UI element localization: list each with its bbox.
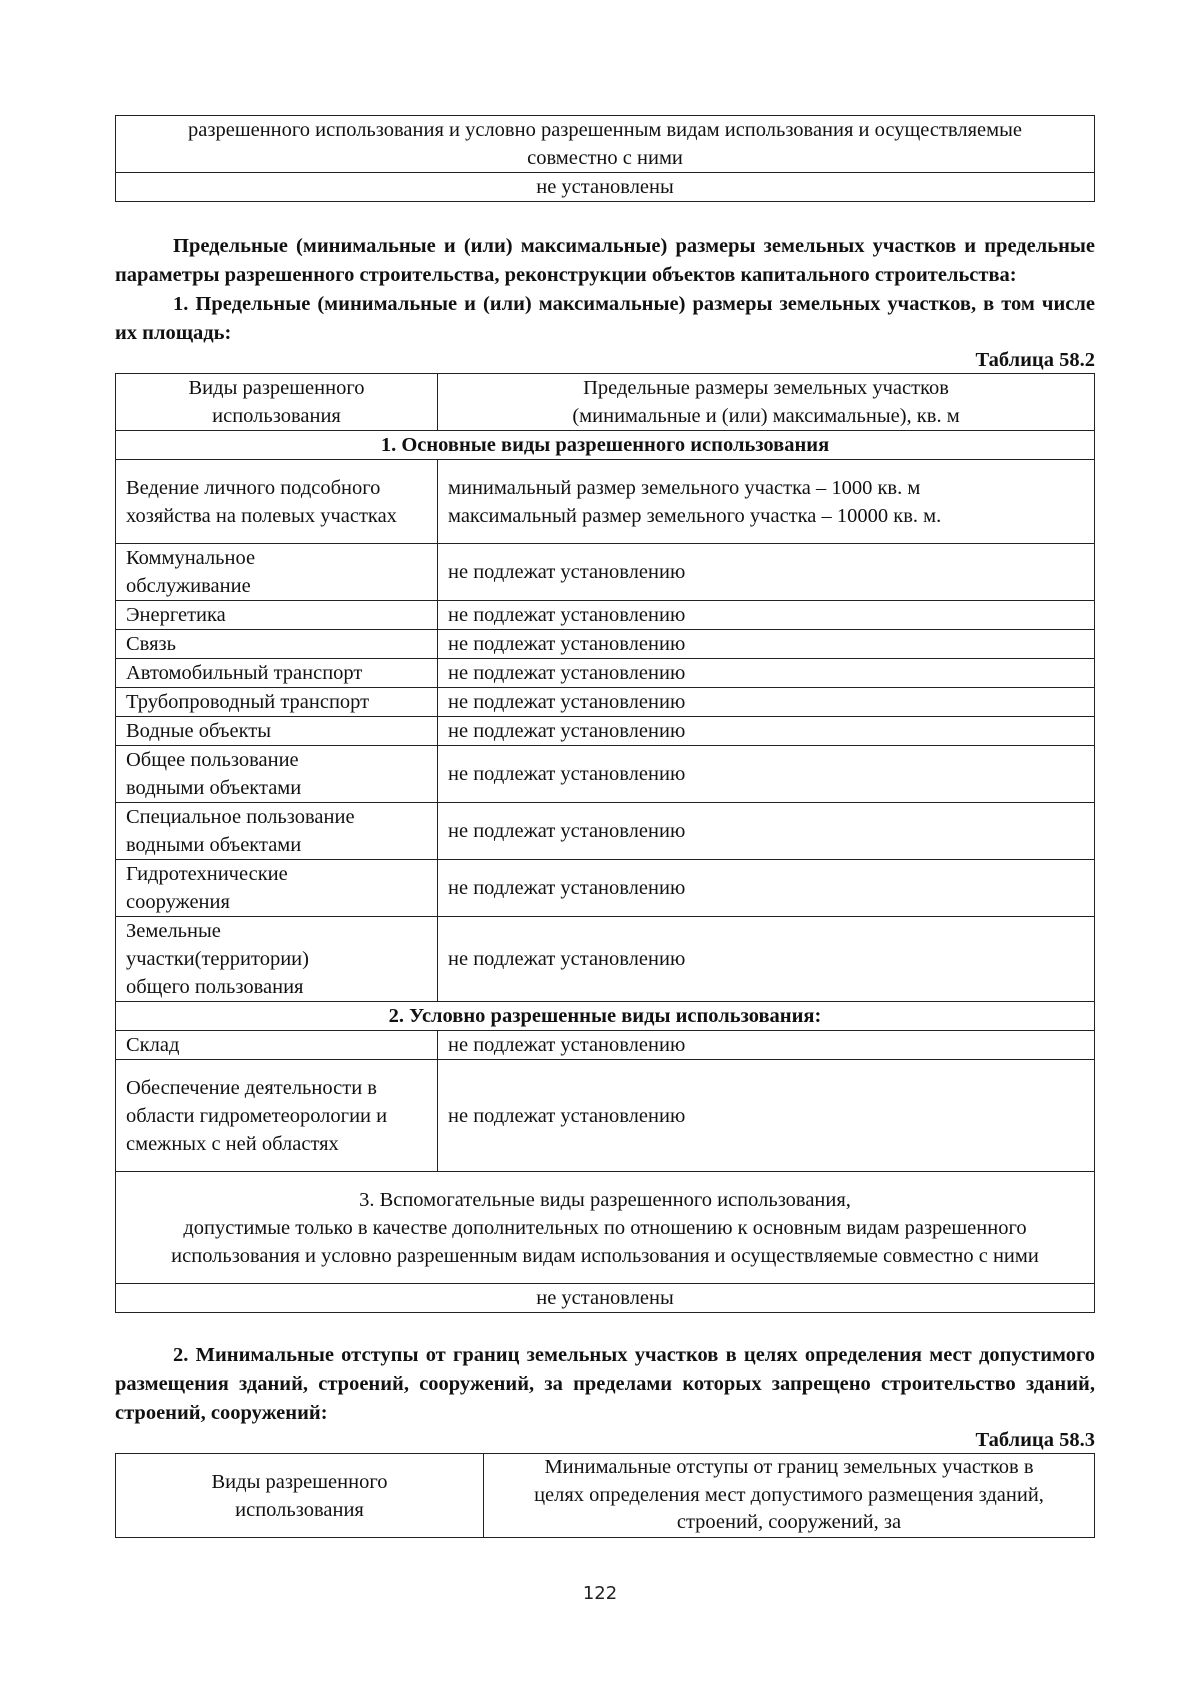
use-name-cell: Автомобильный транспорт	[116, 659, 438, 688]
section-heading: Предельные (минимальные и (или) максимальные) размеры земельных участков и предельные параметры разрешенного строительства, реконструкции объектов капитального строительства:	[115, 235, 1095, 286]
continued-table	[115, 115, 1095, 202]
table-58-3-caption: Таблица 58.3	[975, 1429, 1095, 1451]
group-subtitle: допустимые только в качестве дополнительных по отношению к основным видам разрешенного использования и условно разрешенным видам использования и осуществляемые совместно с ними	[171, 1216, 1039, 1267]
item1-heading: 1. Предельные (минимальные и (или) максимальные) размеры земельных участков, в том числе их площадь:	[115, 293, 1095, 344]
value-cell: не подлежат установлению	[438, 917, 1095, 1002]
use-name-cell: Связь	[116, 630, 438, 659]
use-name-cell: Общее пользование водными объектами	[116, 746, 438, 803]
header-cell-sizes: Предельные размеры земельных участков (минимальные и (или) максимальные), кв. м	[438, 374, 1095, 431]
value-cell: не подлежат установлению	[438, 860, 1095, 917]
use-name-cell: Энергетика	[116, 601, 438, 630]
item2-heading: 2. Минимальные отступы от границ земельных участков в целях определения мест допустимого размещения зданий, строений, сооружений, за пределами которых запрещено строительство зданий, строений, сооружений:	[115, 1344, 1095, 1424]
value-cell: не подлежат установлению	[438, 688, 1095, 717]
table-row	[116, 746, 1095, 803]
table-row	[116, 860, 1095, 917]
header-cell-uses: Виды разрешенного использования	[116, 1454, 484, 1538]
value-cell: не подлежат установлению	[438, 803, 1095, 860]
table-row	[116, 917, 1095, 1002]
table-header-row	[116, 1454, 1095, 1538]
value-cell: не подлежат установлению	[438, 659, 1095, 688]
value-cell: не подлежат установлению	[438, 544, 1095, 601]
value-cell: не подлежат установлению	[438, 601, 1095, 630]
min-size-text: минимальный размер земельного участка – 1000 кв. м	[448, 476, 921, 499]
aux-group-cell	[116, 1172, 1095, 1284]
value-cell: не подлежат установлению	[438, 630, 1095, 659]
header-cell-uses: Виды разрешенного использования	[116, 374, 438, 431]
table-row	[116, 630, 1095, 659]
table-row	[116, 717, 1095, 746]
table-row	[116, 460, 1095, 544]
group-title: 1. Основные виды разрешенного использования	[116, 431, 1095, 460]
max-size-text: максимальный размер земельного участка – 10000 кв. м.	[448, 504, 942, 527]
table-row	[116, 1060, 1095, 1172]
table-row	[116, 659, 1095, 688]
page-number: 122	[582, 1583, 618, 1604]
group-title: 2. Условно разрешенные виды использования:	[116, 1002, 1095, 1031]
aux-uses-value: не установлены	[116, 173, 1095, 202]
value-cell: не подлежат установлению	[438, 746, 1095, 803]
group-title: 3. Вспомогательные виды разрешенного использования,	[359, 1188, 851, 1211]
use-name-cell: Трубопроводный транспорт	[116, 688, 438, 717]
table-row	[116, 1031, 1095, 1060]
limits-cell	[438, 460, 1095, 544]
use-name-cell: Земельные участки(территории) общего пользования	[116, 917, 438, 1002]
header-cell-setbacks: Минимальные отступы от границ земельных участков в целях определения мест допустимого размещения зданий, строений, сооружений, за	[484, 1454, 1095, 1538]
use-name-cell: Водные объекты	[116, 717, 438, 746]
use-name-cell: Обеспечение деятельности в области гидрометеорологии и смежных с ней областях	[116, 1060, 438, 1172]
table-row	[116, 544, 1095, 601]
table-58-2	[115, 373, 1095, 1313]
use-name-cell: Специальное пользование водными объектами	[116, 803, 438, 860]
table-row	[116, 688, 1095, 717]
use-name-cell: Ведение личного подсобного хозяйства на полевых участках	[116, 460, 438, 544]
table-header-row	[116, 374, 1095, 431]
value-cell: не подлежат установлению	[438, 1060, 1095, 1172]
table-58-2-caption: Таблица 58.2	[975, 349, 1095, 371]
use-name-cell: Коммунальное обслуживание	[116, 544, 438, 601]
use-name-cell: Гидротехнические сооружения	[116, 860, 438, 917]
aux-uses-value: не установлены	[116, 1284, 1095, 1313]
value-cell: не подлежат установлению	[438, 1031, 1095, 1060]
use-name-cell: Склад	[116, 1031, 438, 1060]
table-row	[116, 803, 1095, 860]
value-cell: не подлежат установлению	[438, 717, 1095, 746]
table-row	[116, 601, 1095, 630]
document-page	[115, 115, 1095, 1538]
aux-uses-text: разрешенного использования и условно разрешенным видам использования и осуществляемые совместно с ними	[116, 116, 1095, 173]
table-58-3	[115, 1453, 1095, 1538]
